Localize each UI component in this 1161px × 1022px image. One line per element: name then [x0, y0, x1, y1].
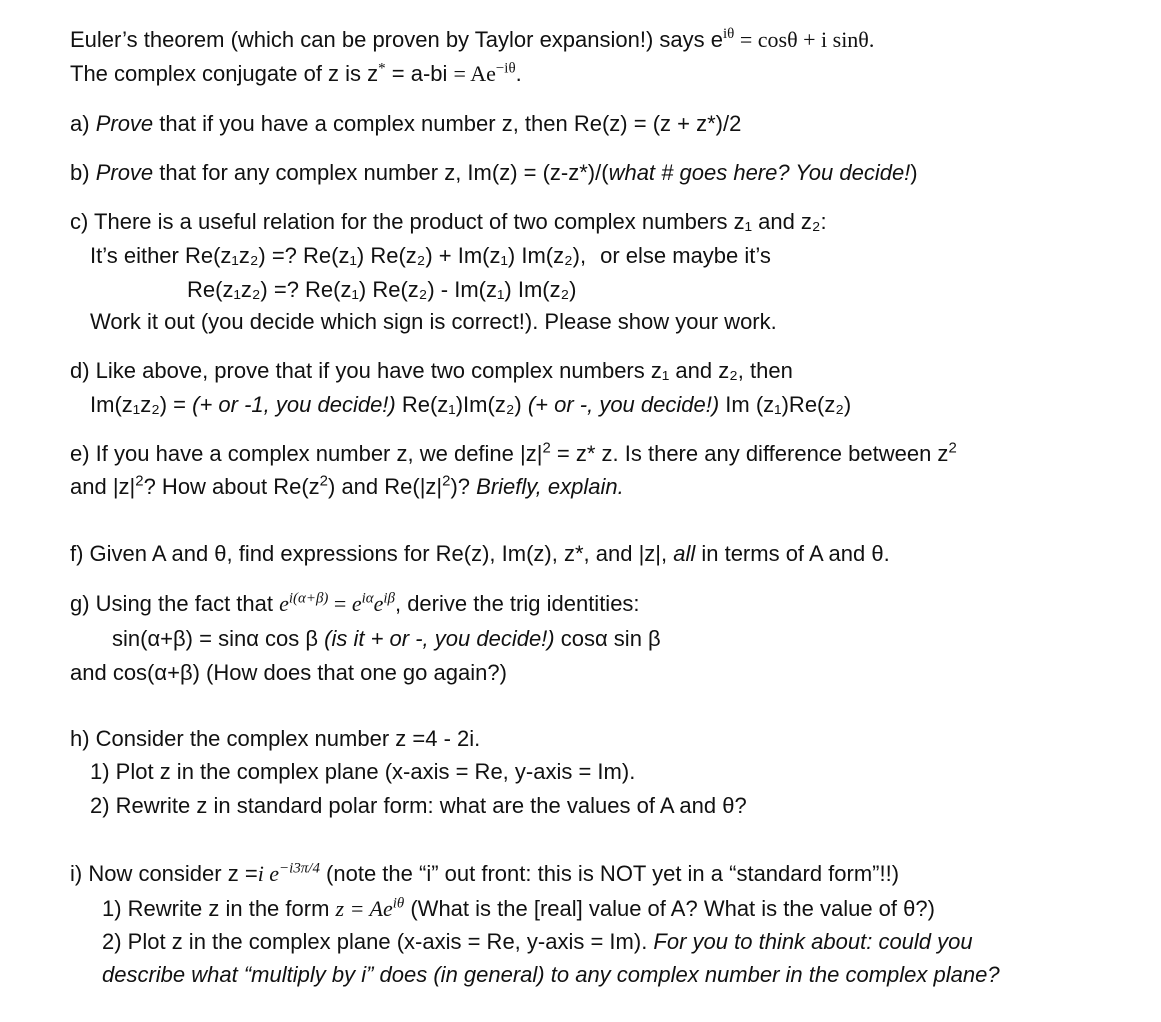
intro-conjugate-text: The complex conjugate of z is z: [70, 61, 379, 86]
question-g-line-1: [70, 590, 640, 618]
question-c-option-minus: Re(z₁z₂) =? Re(z₁) Re(z₂) - Im(z₁) Im(z₂): [187, 277, 577, 302]
question-e-text-4: ? How about Re(z: [143, 474, 320, 499]
question-b-verb: Prove: [95, 160, 154, 185]
question-i-text: i) Now consider z =: [70, 861, 258, 886]
question-f-tail: in terms of A and θ.: [695, 541, 890, 566]
question-a-verb: Prove: [95, 111, 154, 136]
question-i-exponent: −i3π/4: [279, 860, 320, 877]
question-i-part-1-form: z = Ae: [335, 896, 393, 921]
intro-conjugate-abi: = a-bi: [385, 61, 454, 86]
question-d-term-1: Re(z₁)Im(z₂): [395, 392, 528, 417]
question-e-text-3: and |z|: [70, 474, 136, 499]
question-h-line-1: h) Consider the complex number z =4 - 2i.: [70, 726, 481, 751]
question-c-option-plus: It’s either Re(z₁z₂) =? Re(z₁) Re(z₂) + Im(z₁) Im(z₂),: [90, 243, 587, 268]
question-e-text-5: ) and Re(|z|: [328, 474, 443, 499]
question-e-text-6: )?: [450, 474, 477, 499]
intro-conjugate-exponent: −iθ: [495, 60, 516, 77]
question-e-square-4: 2: [319, 472, 328, 490]
question-i-part-2-text: 2) Plot z in the complex plane (x-axis = Re, y-axis = Im).: [102, 929, 654, 954]
question-b: [70, 159, 918, 187]
question-e-line-1: [70, 440, 957, 468]
question-d-line-2: [90, 391, 851, 419]
question-b-hint: what # goes here? You decide!: [608, 160, 911, 185]
question-g-identity-rhs: cosα sin β: [554, 626, 661, 651]
question-i-part-1-text: 1) Rewrite z in the form: [102, 896, 336, 921]
question-c-or-text: or else maybe it’s: [600, 243, 771, 268]
question-g-line-3: and cos(α+β) (How does that one go again?): [70, 660, 507, 685]
question-i-expression: i e: [257, 861, 280, 886]
question-b-label: b): [70, 160, 96, 185]
question-i-line-2: [102, 895, 935, 923]
question-i-note: (note the “i” out front: this is NOT yet in a “standard form”!!): [319, 861, 900, 886]
question-g-exp-base-1: e: [279, 591, 289, 616]
question-i-line-3: [102, 928, 973, 956]
question-a-label: a): [70, 111, 96, 136]
question-d-line-1: d) Like above, prove that if you have two complex numbers z₁ and z₂, then: [70, 358, 793, 383]
intro-conjugate-period: .: [515, 61, 522, 86]
question-g-exp-1: i(α+β): [288, 590, 329, 607]
question-f-emphasis: all: [673, 541, 696, 566]
intro-line-euler: [70, 26, 874, 54]
question-g-equals: =: [328, 591, 352, 616]
question-g-exp-2: iα: [361, 590, 374, 607]
question-g-text: g) Using the fact that: [70, 591, 280, 616]
question-e-square-1: 2: [542, 439, 551, 457]
question-g-line-2: [112, 625, 661, 653]
question-e-text-2: = z* z. Is there any difference between z: [550, 441, 949, 466]
question-i-line-4: describe what “multiply by i” does (in general) to any complex number in the complex plane?: [102, 962, 1000, 987]
question-e-hint: Briefly, explain.: [476, 474, 624, 499]
question-g-exp-base-3: e: [373, 591, 384, 616]
question-f-text: f) Given A and θ, find expressions for Re(z), Im(z), z*, and |z|,: [70, 541, 674, 566]
question-c-instructions: Work it out (you decide which sign is correct!). Please show your work.: [90, 309, 777, 334]
question-b-close: ): [910, 160, 918, 185]
question-i-line-1: [70, 860, 899, 888]
intro-euler-exponent: iθ: [723, 25, 735, 42]
question-g-hint: (is it + or -, you decide!): [324, 626, 555, 651]
question-a-text: that if you have a complex number z, then Re(z) = (z + z*)/2: [153, 111, 742, 136]
intro-euler-text: Euler’s theorem (which can be proven by Taylor expansion!) says e: [70, 27, 724, 52]
question-f: [70, 540, 890, 568]
intro-line-conjugate: [70, 60, 522, 88]
question-i-think-prompt: For you to think about: could you: [653, 929, 973, 954]
intro-conjugate-polar: = Ae: [453, 61, 496, 86]
question-d-term-2: Im (z₁)Re(z₂): [719, 392, 852, 417]
question-e-square-3: 2: [135, 472, 144, 490]
question-a: [70, 110, 741, 138]
question-d-hint-1: (+ or -1, you decide!): [192, 392, 396, 417]
question-g-exp-3: iβ: [383, 590, 395, 607]
question-i-part-1-exponent: iθ: [392, 895, 405, 912]
question-g-text-2: , derive the trig identities:: [394, 591, 640, 616]
question-e-line-2: [70, 473, 624, 501]
question-e-square-5: 2: [442, 472, 451, 490]
question-g-identity-lhs: sin(α+β) = sinα cos β: [112, 626, 325, 651]
question-e-square-2: 2: [948, 439, 957, 457]
question-h-line-2: 1) Plot z in the complex plane (x-axis = Re, y-axis = Im).: [90, 759, 636, 784]
question-c-line-1: c) There is a useful relation for the product of two complex numbers z₁ and z₂:: [70, 209, 827, 234]
question-c-line-2: [90, 242, 771, 270]
question-i-part-1-question: (What is the [real] value of A? What is the value of θ?): [404, 896, 935, 921]
intro-euler-rhs: = cosθ + i sinθ.: [734, 27, 875, 52]
question-b-text: that for any complex number z, Im(z) = (z-z*)/(: [153, 160, 609, 185]
question-h-line-3: 2) Rewrite z in standard polar form: what are the values of A and θ?: [90, 793, 747, 818]
intro-conjugate-star: *: [378, 60, 386, 77]
question-e-text-1: e) If you have a complex number z, we define |z|: [70, 441, 543, 466]
question-d-hint-2: (+ or -, you decide!): [527, 392, 720, 417]
question-g-exp-base-2: e: [351, 591, 362, 616]
question-d-lhs: Im(z₁z₂) =: [90, 392, 193, 417]
